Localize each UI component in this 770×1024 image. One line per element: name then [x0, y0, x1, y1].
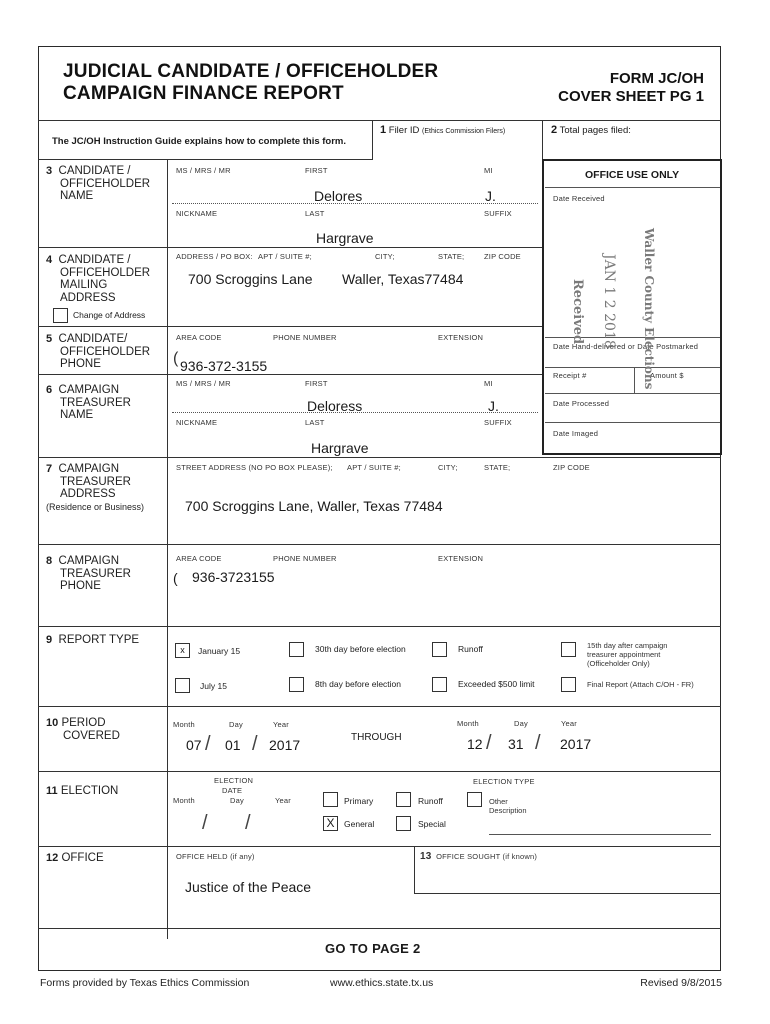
caption-prefix: MS / MRS / MR [176, 379, 231, 388]
caption-city: CITY; [375, 252, 395, 261]
form-id-line1: FORM JC/OH [609, 70, 704, 87]
caption-suffix: SUFFIX [484, 209, 512, 218]
divider [542, 120, 543, 160]
dotted-rule [172, 203, 538, 204]
caption-last: LAST [305, 209, 325, 218]
treasurer-phone-paren: ( [173, 570, 178, 586]
date-slash: / [252, 733, 258, 755]
caption-month: Month [457, 719, 479, 728]
exceeded-500-checkbox[interactable] [432, 677, 447, 692]
received-stamp-word: Received [570, 279, 585, 345]
option-label: General [344, 819, 375, 829]
candidate-name-label: 3 CANDIDATE / OFFICEHOLDER NAME [46, 165, 151, 202]
candidate-first-name[interactable]: Delores [314, 188, 363, 204]
footer-website[interactable]: www.ethics.state.tx.us [330, 977, 434, 989]
treasurer-phone-label: 8 CAMPAIGN TREASURER PHONE [46, 555, 131, 592]
candidate-phone-label: 5 CANDIDATE/ OFFICEHOLDER PHONE [46, 333, 151, 370]
divider [414, 846, 415, 894]
received-stamp-date: JAN 1 2 2018 [601, 254, 617, 349]
divider [38, 771, 721, 772]
caption-first: FIRST [305, 166, 328, 175]
divider [545, 393, 720, 394]
caption-day: Day [230, 796, 244, 805]
date-imaged-label: Date Imaged [553, 429, 599, 438]
caption-apt: APT / SUITE #; [258, 252, 312, 261]
caption-state: STATE; [438, 252, 465, 261]
caption-address: ADDRESS / PO BOX: [176, 252, 253, 261]
divider [38, 457, 721, 458]
caption-day: Day [229, 720, 243, 729]
date-slash: / [245, 812, 251, 834]
option-label: January 15 [198, 646, 241, 656]
option-label: Primary [344, 796, 374, 806]
office-use-title: OFFICE USE ONLY [585, 169, 680, 181]
office-use-only-box [542, 159, 722, 455]
option-label: Other Description [489, 797, 527, 815]
caption-extension: EXTENSION [438, 554, 484, 563]
caption-year: Year [273, 720, 289, 729]
date-processed-label: Date Processed [553, 399, 610, 408]
option-label: Runoff [418, 796, 443, 806]
dotted-rule [172, 412, 538, 413]
candidate-last-name[interactable]: Hargrave [316, 230, 374, 246]
form-id-line2: COVER SHEET PG 1 [558, 88, 704, 105]
treasurer-mi[interactable]: J. [488, 398, 499, 414]
caption-month: Month [173, 720, 195, 729]
option-label: Special [418, 819, 446, 829]
divider [38, 326, 542, 327]
footer-revision: Revised 9/8/2015 [640, 977, 722, 989]
caption-year: Year [275, 796, 291, 805]
15th-day-checkbox[interactable] [561, 642, 576, 657]
form-title-line1: JUDICIAL CANDIDATE / OFFICEHOLDER [63, 61, 439, 82]
caption-election: ELECTION [214, 776, 254, 785]
option-label: Runoff [458, 644, 483, 654]
office-sought-label: 13 OFFICE SOUGHT (if known) [420, 851, 538, 862]
filer-id-label: 1 Filer ID (Ethics Commission Filers) [380, 124, 506, 136]
divider [38, 120, 721, 121]
divider [38, 846, 721, 847]
divider [372, 120, 373, 160]
divider [38, 928, 721, 929]
period-from-year[interactable]: 2017 [269, 737, 301, 753]
treasurer-address-label: 7 CAMPAIGN TREASURER ADDRESS (Residence or Business) [46, 463, 145, 512]
runoff-election-checkbox[interactable] [396, 792, 411, 807]
period-from-month[interactable]: 07 [186, 737, 202, 753]
candidate-phone[interactable]: 936-372-3155 [180, 358, 268, 374]
divider [38, 706, 721, 707]
amount-label: Amount $ [650, 371, 684, 380]
july-15-checkbox[interactable] [175, 678, 190, 693]
date-slash: / [535, 732, 541, 754]
candidate-mi[interactable]: J. [485, 188, 496, 204]
divider [634, 367, 635, 393]
caption-nickname: NICKNAME [176, 209, 218, 218]
treasurer-address[interactable]: 700 Scroggins Lane, Waller, Texas 77484 [185, 498, 443, 514]
candidate-address-label: 4 CANDIDATE / OFFICEHOLDER MAILING ADDRESS [46, 254, 151, 304]
report-type-label: 9 REPORT TYPE [46, 634, 140, 646]
caption-last: LAST [305, 418, 325, 427]
8th-day-checkbox[interactable] [289, 677, 304, 692]
option-label: 30th day before election [315, 644, 406, 654]
divider [545, 187, 720, 188]
treasurer-name-label: 6 CAMPAIGN TREASURER NAME [46, 384, 131, 421]
divider [414, 893, 721, 894]
date-received-label: Date Received [553, 194, 605, 203]
period-covered-label: 10 PERIOD COVERED [46, 717, 120, 742]
label-column-divider [167, 159, 168, 939]
caption-prefix: MS / MRS / MR [176, 166, 231, 175]
divider [38, 159, 372, 160]
divider [545, 367, 720, 368]
divider [545, 422, 720, 423]
date-slash: / [486, 732, 492, 754]
option-label: 8th day before election [315, 679, 402, 689]
period-from-day[interactable]: 01 [225, 737, 241, 753]
caption-mi: MI [484, 166, 493, 175]
change-of-address-label: Change of Address [73, 310, 146, 320]
caption-election-type: ELECTION TYPE [473, 777, 535, 786]
footer-provider: Forms provided by Texas Ethics Commission [40, 977, 250, 989]
caption-nickname: NICKNAME [176, 418, 218, 427]
general-checkbox[interactable] [323, 816, 338, 831]
caption-phone-number: PHONE NUMBER [273, 554, 337, 563]
caption-zip: ZIP CODE [484, 252, 521, 261]
check-mark: X [326, 816, 335, 830]
caption-area-code: AREA CODE [176, 333, 222, 342]
divider [38, 247, 542, 248]
treasurer-last-name[interactable]: Hargrave [311, 440, 369, 456]
caption-state: STATE; [484, 463, 511, 472]
treasurer-phone[interactable]: 936-3723155 [192, 569, 275, 585]
office-label: 12 OFFICE [46, 852, 104, 864]
caption-zip: ZIP CODE [553, 463, 590, 472]
option-label: July 15 [200, 681, 227, 691]
caption-apt: APT / SUITE #; [347, 463, 401, 472]
option-label: Final Report (Attach C/OH - FR) [587, 680, 694, 689]
runoff-report-checkbox[interactable] [432, 642, 447, 657]
primary-checkbox[interactable] [323, 792, 338, 807]
divider [38, 544, 721, 545]
caption-phone-number: PHONE NUMBER [273, 333, 337, 342]
caption-office-held: OFFICE HELD (if any) [176, 852, 255, 861]
caption-month: Month [173, 796, 195, 805]
period-to-day[interactable]: 31 [508, 736, 524, 752]
january-15-checkbox[interactable] [175, 643, 190, 658]
caption-date: DATE [222, 786, 243, 795]
divider [38, 626, 721, 627]
go-to-page-2: GO TO PAGE 2 [325, 941, 421, 956]
caption-year: Year [561, 719, 577, 728]
receipt-label: Receipt # [553, 371, 587, 380]
caption-first: FIRST [305, 379, 328, 388]
caption-extension: EXTENSION [438, 333, 484, 342]
caption-mi: MI [484, 379, 493, 388]
caption-street: STREET ADDRESS (NO PO BOX PLEASE); [176, 463, 333, 472]
change-of-address-checkbox[interactable] [53, 308, 68, 323]
total-pages-label: 2 Total pages filed: [551, 124, 631, 136]
through-label: THROUGH [351, 732, 402, 743]
office-held[interactable]: Justice of the Peace [185, 879, 312, 895]
candidate-street[interactable]: 700 Scroggins Lane [188, 271, 313, 287]
period-to-year[interactable]: 2017 [560, 736, 592, 752]
form-title-line2: CAMPAIGN FINANCE REPORT [63, 83, 344, 104]
caption-day: Day [514, 719, 528, 728]
option-label: Exceeded $500 limit [458, 679, 535, 689]
divider [38, 374, 542, 375]
caption-suffix: SUFFIX [484, 418, 512, 427]
check-mark: x [180, 645, 185, 655]
treasurer-first-name[interactable]: Deloress [307, 398, 363, 414]
30th-day-checkbox[interactable] [289, 642, 304, 657]
instruction-text: The JC/OH Instruction Guide explains how to complete this form. [52, 136, 347, 147]
caption-city: CITY; [438, 463, 458, 472]
date-slash: / [205, 733, 211, 755]
caption-area-code: AREA CODE [176, 554, 222, 563]
date-hand-delivered-label: Date Hand-delivered or Date Postmarked [553, 342, 699, 351]
other-description-line[interactable] [489, 834, 711, 835]
candidate-city-state-zip[interactable]: Waller, Texas77484 [342, 271, 464, 287]
other-checkbox[interactable] [467, 792, 482, 807]
phone-paren-mark: ( [173, 350, 179, 367]
election-label: 11 ELECTION [46, 785, 119, 797]
period-to-month[interactable]: 12 [467, 736, 483, 752]
special-checkbox[interactable] [396, 816, 411, 831]
received-stamp-county: Waller County Elections [642, 228, 656, 390]
final-report-checkbox[interactable] [561, 677, 576, 692]
date-slash: / [202, 812, 208, 834]
option-label: 15th day after campaign treasurer appointment (Officeholder Only) [587, 641, 668, 668]
